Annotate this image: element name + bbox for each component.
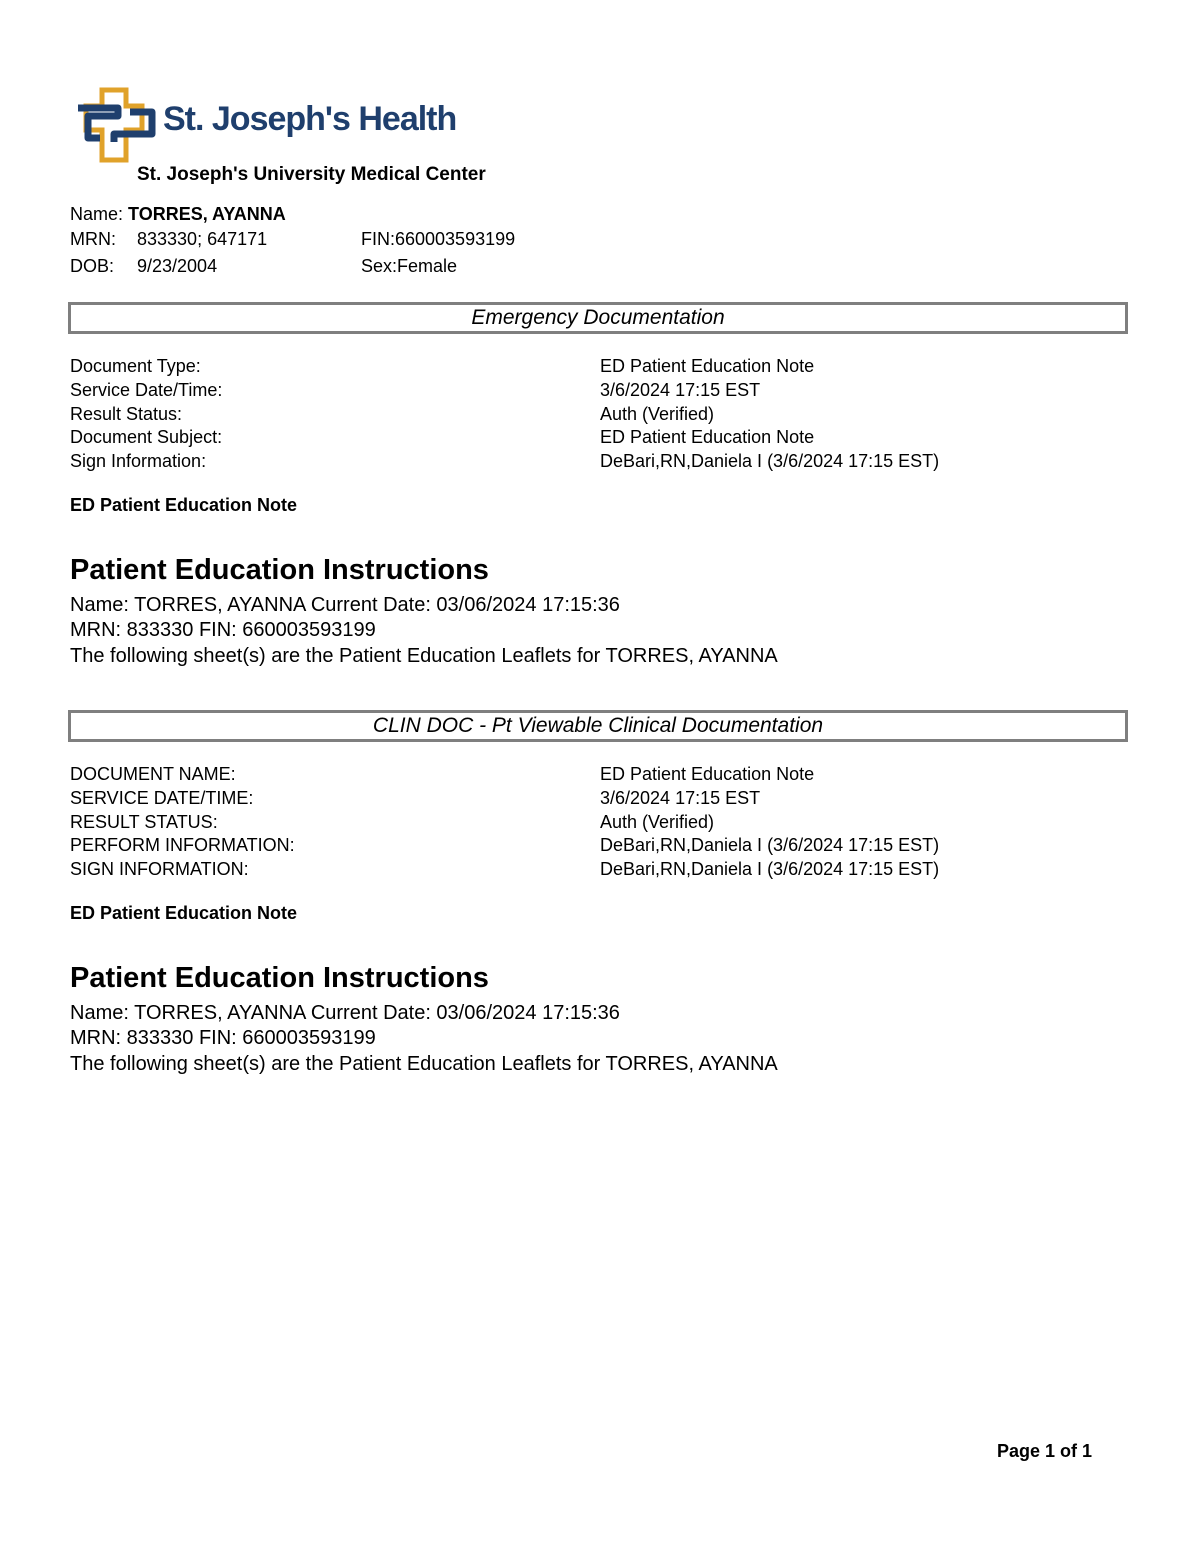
instructions-mrn-line: MRN: 833330 FIN: 660003593199: [70, 619, 376, 641]
field-label: Service Date/Time:: [70, 380, 223, 400]
dob-value: 9/23/2004: [137, 256, 218, 276]
dob-label: DOB:: [70, 256, 115, 276]
instructions-title: Patient Education Instructions: [70, 554, 489, 586]
instructions-name-line: Name: TORRES, AYANNA Current Date: 03/06/2024 17:15:36: [70, 1002, 620, 1024]
instructions-leaflet-line: The following sheet(s) are the Patient Education Leaflets for TORRES, AYANNA: [70, 645, 778, 667]
field-value: DeBari,RN,Daniela I (3/6/2024 17:15 EST): [600, 835, 940, 855]
field-value: 3/6/2024 17:15 EST: [600, 380, 761, 400]
mrn-label: MRN:: [70, 229, 116, 249]
field-label: Document Subject:: [70, 427, 223, 447]
field-value: DeBari,RN,Daniela I (3/6/2024 17:15 EST): [600, 859, 940, 879]
field-label: SIGN INFORMATION:: [70, 859, 249, 879]
field-value: ED Patient Education Note: [600, 427, 815, 447]
fin-value: FIN:660003593199: [361, 229, 516, 249]
field-label: Document Type:: [70, 356, 201, 376]
field-label: SERVICE DATE/TIME:: [70, 788, 254, 808]
page-number: Page 1 of 1: [997, 1441, 1093, 1461]
section-header-emergency-documentation: Emergency Documentation: [68, 302, 1128, 334]
instructions-leaflet-line: The following sheet(s) are the Patient Education Leaflets for TORRES, AYANNA: [70, 1053, 778, 1075]
instructions-mrn-line: MRN: 833330 FIN: 660003593199: [70, 1027, 376, 1049]
section-header-clin-doc: CLIN DOC - Pt Viewable Clinical Documentation: [68, 710, 1128, 742]
field-value: Auth (Verified): [600, 404, 715, 424]
name-label: Name:: [70, 204, 124, 224]
field-label: RESULT STATUS:: [70, 812, 218, 832]
facility-name: St. Joseph's University Medical Center: [137, 164, 486, 185]
note-heading: ED Patient Education Note: [70, 495, 298, 515]
patient-name: TORRES, AYANNA: [128, 204, 286, 224]
sex-value: Sex:Female: [361, 256, 458, 276]
instructions-name-line: Name: TORRES, AYANNA Current Date: 03/06/2024 17:15:36: [70, 594, 620, 616]
instructions-title: Patient Education Instructions: [70, 962, 489, 994]
field-label: PERFORM INFORMATION:: [70, 835, 295, 855]
note-heading: ED Patient Education Note: [70, 903, 298, 923]
field-value: Auth (Verified): [600, 812, 715, 832]
field-value: ED Patient Education Note: [600, 764, 815, 784]
mrn-value: 833330; 647171: [137, 229, 268, 249]
field-value: ED Patient Education Note: [600, 356, 815, 376]
field-value: DeBari,RN,Daniela I (3/6/2024 17:15 EST): [600, 451, 940, 471]
patient-name-row: [70, 204, 286, 225]
field-label: Sign Information:: [70, 451, 207, 471]
field-label: Result Status:: [70, 404, 183, 424]
field-label: DOCUMENT NAME:: [70, 764, 236, 784]
logo-wordmark: St. Joseph's Health: [163, 100, 457, 138]
field-value: 3/6/2024 17:15 EST: [600, 788, 761, 808]
